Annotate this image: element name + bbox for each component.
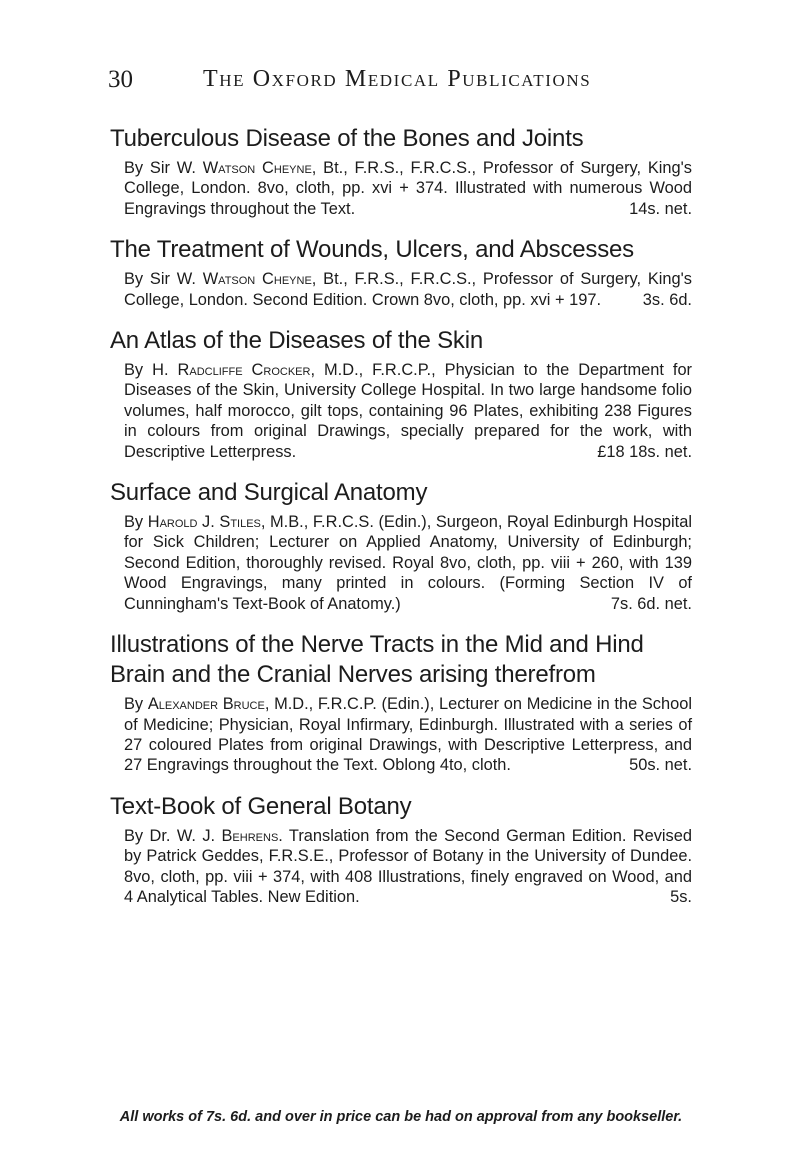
author-name: Watson Cheyne <box>202 159 312 177</box>
book-price: 5s. <box>670 887 692 906</box>
book-entry <box>110 478 692 614</box>
author-prefix: By Sir W. <box>124 270 196 289</box>
book-title: An Atlas of the Diseases of the Skin <box>110 327 484 355</box>
page-number: 30 <box>108 66 133 93</box>
book-description <box>124 694 692 776</box>
book-description <box>124 360 692 462</box>
book-description <box>124 158 692 219</box>
book-price: 50s. net. <box>629 756 692 775</box>
book-entry <box>110 326 692 462</box>
book-price: 3s. 6d. <box>642 290 692 309</box>
book-title: Surface and Surgical Anatomy <box>110 479 428 507</box>
author-name: Behrens <box>221 826 279 845</box>
author-prefix: By Dr. W. J. <box>124 826 216 845</box>
author-name: Harold J. Stiles <box>147 513 261 532</box>
book-price: £18 18s. net. <box>597 442 692 461</box>
author-name: Alexander Bruce <box>147 695 265 714</box>
author-prefix: By Sir W. <box>124 159 196 177</box>
book-entry <box>110 235 692 310</box>
book-description <box>124 269 692 310</box>
book-list <box>110 124 692 923</box>
book-details: . Translation from the Second German Edition. Revised by Patrick Geddes, F.R.S.E., Professor of Botany in the University of Dundee. 8vo, cloth, pp. viii + 374, with 408 Illustrations, finely engraved on Wood, and 4 Analytical Tables. New Edition. <box>124 826 692 906</box>
book-title: Text-Book of General Botany <box>110 792 412 820</box>
author-prefix: By <box>124 513 144 532</box>
book-description <box>124 512 692 614</box>
book-details: , Bt., F.R.S., F.R.C.S., Professor of Surgery, King's College, London. Second Edition. Crown 8vo, cloth, pp. xvi + 197. <box>124 270 692 309</box>
author-prefix: By <box>124 695 144 714</box>
author-prefix: By H. <box>124 361 169 380</box>
book-title: The Treatment of Wounds, Ulcers, and Abscesses <box>110 236 634 264</box>
approval-note: All works of 7s. 6d. and over in price can be had on approval from any bookseller. <box>119 1109 683 1125</box>
running-title: The Oxford Medical Publications <box>203 66 592 92</box>
running-head <box>108 66 698 102</box>
book-details: , M.B., F.R.C.S. (Edin.), Surgeon, Royal Edinburgh Hospital for Sick Children; Lecturer on Applied Anatomy, University of Edinburgh; Second Edition, thoroughly revised. Royal 8vo, cloth, pp. viii + 260, with 139 Wood Engravings, many printed in colours. (Forming Section IV of Cunningham's Text-Book of Anatomy.) <box>124 513 692 613</box>
book-details: , M.D., F.R.C.P. (Edin.), Lecturer on Medicine in the School of Medicine; Physician, Royal Infirmary, Edinburgh. Illustrated with a series of 27 coloured Plates from original Drawings, with Descriptive Letterpress, and 27 Engravings throughout the Text. Oblong 4to, cloth. <box>124 695 692 775</box>
book-price: 14s. net. <box>629 199 692 218</box>
book-description <box>124 826 692 908</box>
book-entry <box>110 124 692 219</box>
author-name: Watson Cheyne <box>202 270 312 289</box>
book-title: Tuberculous Disease of the Bones and Joints <box>110 125 584 152</box>
book-entry <box>110 630 692 776</box>
book-title: Illustrations of the Nerve Tracts in the Mid and Hind Brain and the Cranial Nerves arising therefrom <box>110 631 644 689</box>
book-details: , M.D., F.R.C.P., Physician to the Department for Diseases of the Skin, University College Hospital. In two large handsome folio volumes, half morocco, gilt tops, containing 96 Plates, exhibiting 238 Figures in colours from original Drawings, specially prepared for the work, with Descriptive Letterpress. <box>124 361 693 461</box>
author-name: Radcliffe Crocker <box>177 361 311 380</box>
book-details: , Bt., F.R.S., F.R.C.S., Professor of Surgery, King's College, London. 8vo, cloth, pp. xvi + 374. Illustrated with numerous Wood Engravings throughout the Text. <box>124 159 692 218</box>
book-entry <box>110 792 692 908</box>
book-price: 7s. 6d. net. <box>610 594 692 613</box>
